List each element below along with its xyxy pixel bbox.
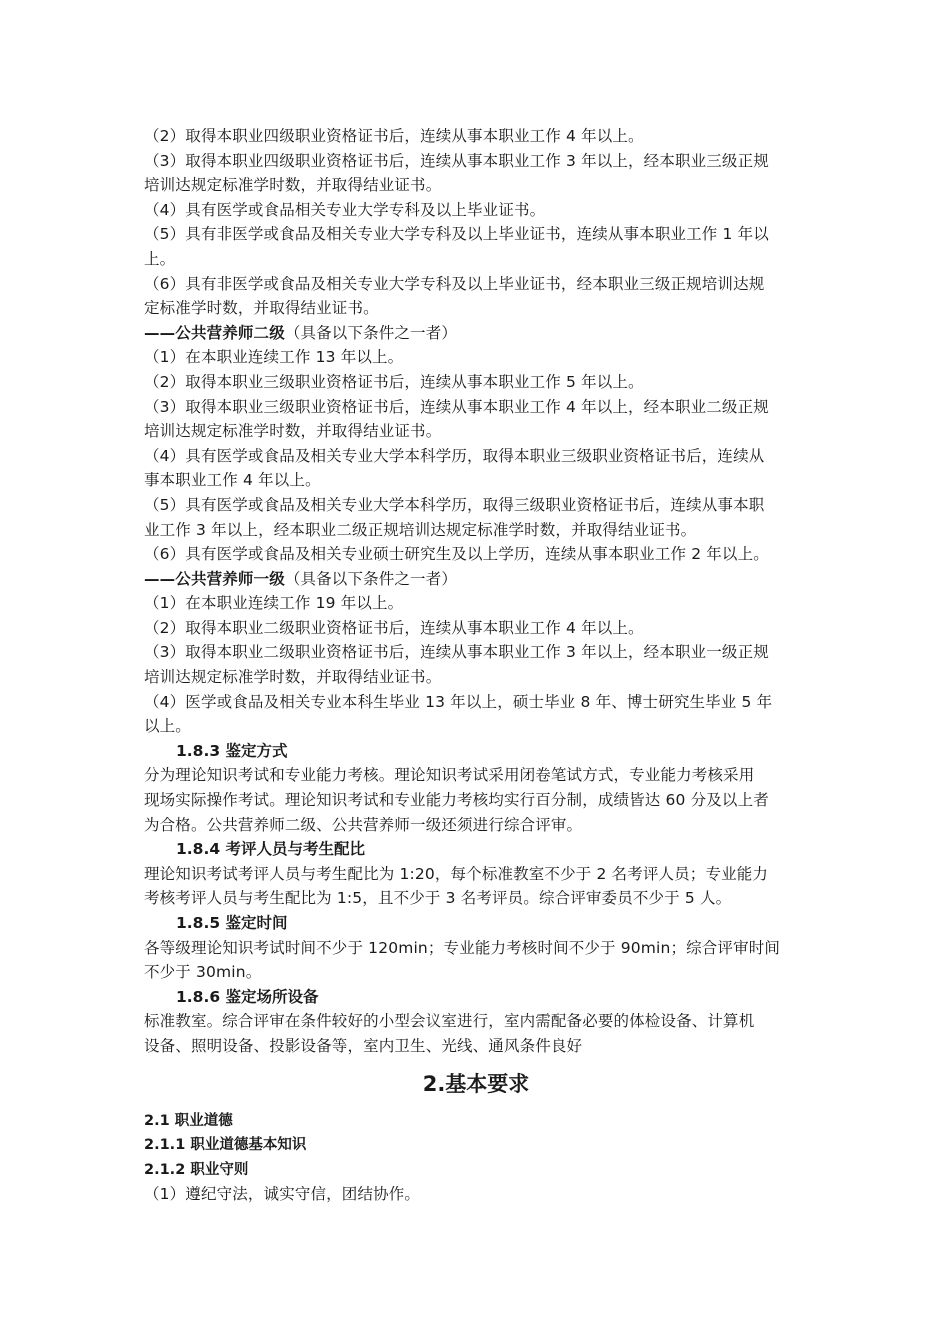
paragraph-line: 理论知识考试考评人员与考生配比为 1:20，每个标准教室不少于 2 名考评人员；专业能力 [144,864,769,883]
section-heading-1-8-3: 1.8.3 鉴定方式 [176,741,288,760]
section-heading-1-8-6: 1.8.6 鉴定场所设备 [176,987,319,1006]
text-line: （2）取得本职业二级职业资格证书后，连续从事本职业工作 4 年以上。 [144,618,644,637]
text-line: （1）在本职业连续工作 13 年以上。 [144,348,404,367]
level-two-condition: （具备以下条件之一者） [284,323,458,342]
level-one-condition: （具备以下条件之一者） [284,569,458,588]
text-line: 培训达规定标准学时数，并取得结业证书。 [144,176,442,195]
text-line: （2）取得本职业三级职业资格证书后，连续从事本职业工作 5 年以上。 [144,372,644,391]
level-one-title: ——公共营养师一级 [144,569,285,588]
text-line: （1）遵纪守法，诚实守信，团结协作。 [144,1185,421,1204]
text-line: 事本职业工作 4 年以上。 [144,471,321,490]
text-line: （4）医学或食品及相关专业本科生毕业 13 年以上，硕士毕业 8 年、博士研究生毕业 5 年 [144,692,773,711]
level-two-title: ——公共营养师二级 [144,323,285,342]
text-line: （2）取得本职业四级职业资格证书后，连续从事本职业工作 4 年以上。 [144,127,644,145]
level-one-heading [144,567,808,592]
section-paragraph-1-8-3 [144,763,808,837]
section-paragraph-1-8-5 [144,936,808,985]
text-line: （4）具有医学或食品及相关专业大学本科学历，取得本职业三级职业资格证书后，连续从 [144,446,765,465]
section-heading-1-8-5: 1.8.5 鉴定时间 [176,914,288,932]
paragraph-line: 各等级理论知识考试时间不少于 120min；专业能力考核时间不少于 90min；综合评审时间 [144,938,781,957]
text-line: （4）具有医学或食品相关专业大学专科及以上毕业证书。 [144,200,546,219]
text-line: 以上。 [144,717,191,736]
text-line: 培训达规定标准学时数，并取得结业证书。 [144,422,442,441]
section-heading-2-1-2: 2.1.2 职业守则 [144,1161,249,1178]
paragraph-line: 不少于 30min。 [144,963,262,982]
section-paragraph-1-8-4 [144,862,808,911]
section-paragraph-1-8-6 [144,1009,808,1058]
chapter-title: 2.基本要求 [422,1071,530,1096]
text-line: （6）具有医学或食品及相关专业硕士研究生及以上学历，连续从事本职业工作 2 年以上。 [144,545,769,564]
paragraph-line: 为合格。公共营养师二级、公共营养师一级还须进行综合评审。 [144,815,583,834]
text-line: 上。 [144,249,176,268]
text-line: （5）具有医学或食品及相关专业大学本科学历，取得三级职业资格证书后，连续从事本职 [144,495,765,514]
level-two-heading [144,321,808,346]
paragraph-line: 标准教室。综合评审在条件较好的小型会议室进行，室内需配备必要的体检设备、计算机 [144,1012,755,1031]
text-line: 培训达规定标准学时数，并取得结业证书。 [144,668,442,687]
text-line: （3）取得本职业二级职业资格证书后，连续从事本职业工作 3 年以上，经本职业一级正规 [144,643,769,662]
text-line: （6）具有非医学或食品及相关专业大学专科及以上毕业证书，经本职业三级正规培训达规 [144,274,765,293]
section-heading-2-1-1: 2.1.1 职业道德基本知识 [144,1137,307,1154]
text-line: （1）在本职业连续工作 19 年以上。 [144,594,404,613]
text-line: （3）取得本职业四级职业资格证书后，连续从事本职业工作 3 年以上，经本职业三级正规 [144,151,769,170]
text-line: 定标准学时数，并取得结业证书。 [144,299,379,318]
text-line: （5）具有非医学或食品及相关专业大学专科及以上毕业证书，连续从事本职业工作 1 年以 [144,225,769,244]
text-line: 业工作 3 年以上，经本职业二级正规培训达规定标准学时数，并取得结业证书。 [144,520,697,539]
paragraph-line: 考核考评人员与考生配比为 1:5，且不少于 3 名考评员。综合评审委员不少于 5 人。 [144,889,732,908]
text-line: （3）取得本职业三级职业资格证书后，连续从事本职业工作 4 年以上，经本职业二级正规 [144,397,769,416]
document-body [144,124,808,1207]
paragraph-line: 分为理论知识考试和专业能力考核。理论知识考试采用闭卷笔试方式，专业能力考核采用 [144,766,755,785]
section-heading-2-1: 2.1 职业道德 [144,1112,233,1129]
paragraph-line: 设备、照明设备、投影设备等，室内卫生、光线、通风条件良好 [144,1036,583,1055]
paragraph-line: 现场实际操作考试。理论知识考试和专业能力考核均实行百分制，成绩皆达 60 分及以上者 [144,791,769,810]
section-heading-1-8-4: 1.8.4 考评人员与考生配比 [176,840,366,859]
